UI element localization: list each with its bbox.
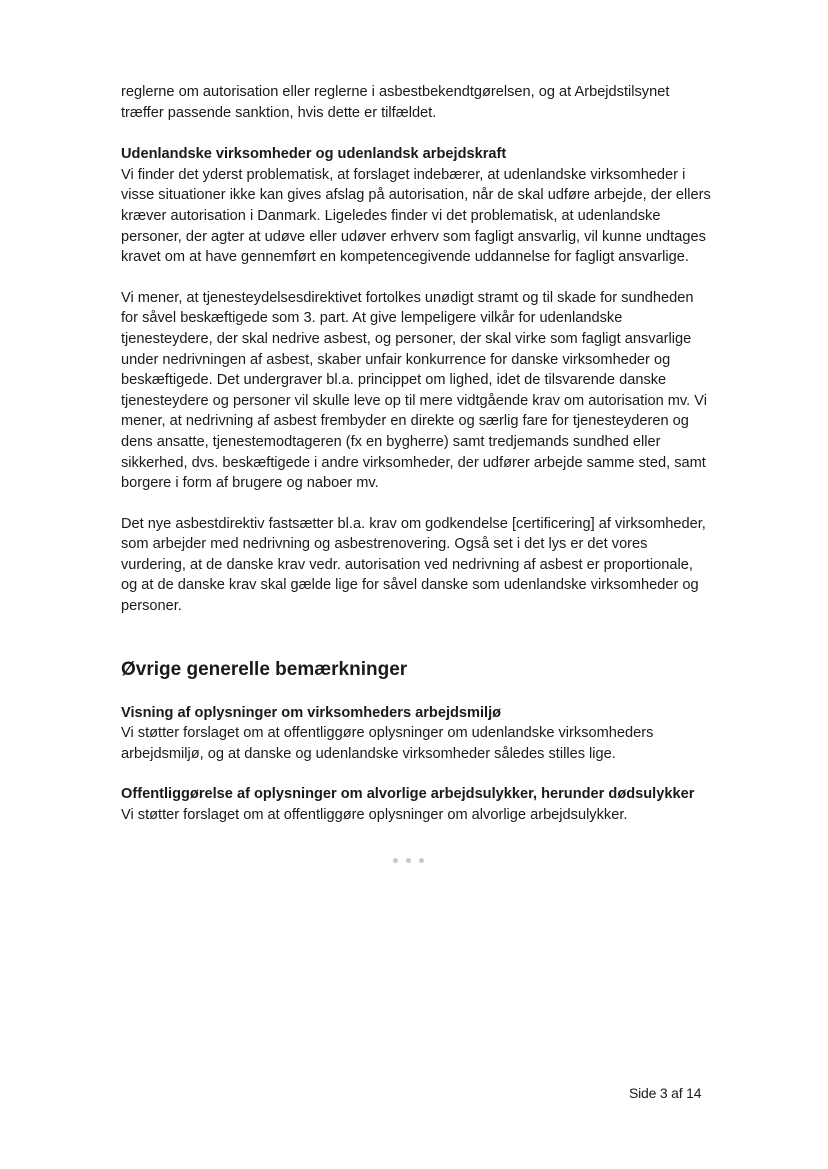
paragraph-work-environment: Vi støtter forslaget om at offentliggøre oplysninger om udenlandske virksomheders arbejdsmiljø, og at danske og udenlandske virksomheder således stilles lige. [121, 725, 654, 762]
document-body [121, 82, 711, 826]
paragraph-foreign-companies-1: Vi finder det yderst problematisk, at forslaget indebærer, at udenlandske virksomheder i visse situationer ikke kan gives afslag på autorisation, når de skal udføre arbejde, der ellers kræver autorisation i Danmark. Ligeledes finder vi det problematisk, at udenlandske personer, der agter at udøve eller udøver erhverv som fagligt ansvarlig, vil kunne undtages kravet om at have gennemført en kompetencegivende uddannelse for fagligt ansvarlige. [121, 166, 711, 266]
intro-paragraph: reglerne om autorisation eller reglerne i asbestbekendtgørelsen, og at Arbejdstilsynet træffer passende sanktion, hvis dette er tilfældet. [121, 84, 670, 121]
separator-dot [419, 858, 424, 863]
section-heading-foreign-companies: Udenlandske virksomheder og udenlandsk arbejdskraft [121, 146, 507, 163]
section-separator-dots [393, 858, 424, 863]
paragraph-accidents: Vi støtter forslaget om at offentliggøre oplysninger om alvorlige arbejdsulykker. [121, 807, 628, 824]
page-number: Side 3 af 14 [629, 1085, 702, 1101]
subsection-work-environment [121, 703, 711, 765]
subsection-heading-accidents: Offentliggørelse af oplysninger om alvorlige arbejdsulykker, herunder dødsulykker [121, 786, 695, 803]
section-foreign-companies [121, 144, 711, 616]
section-heading-general-remarks: Øvrige generelle bemærkninger [121, 658, 408, 680]
subsection-heading-work-environment: Visning af oplysninger om virksomheders arbejdsmiljø [121, 704, 502, 721]
section-general-remarks [121, 657, 711, 826]
paragraph-foreign-companies-3: Det nye asbestdirektiv fastsætter bl.a. krav om godkendelse [certificering] af virksomheder, som arbejder med nedrivning og asbestrenovering. Også set i det lys er det vores vurdering, at de danske krav vedr. autorisation ved nedrivning af asbest er proportionale, og at de danske krav skal gælde lige for såvel danske som udenlandske virksomheder og personer. [121, 515, 706, 615]
paragraph-foreign-companies-2: Vi mener, at tjenesteydelsesdirektivet fortolkes unødigt stramt og til skade for sundheden for såvel beskæftigede som 3. part. At give lempeligere vilkår for udenlandske tjenesteydere, der skal nedrive asbest, og personer, der skal virke som fagligt ansvarlige under nedrivningen af asbest, skaber unfair konkurrence for danske virksomheder og beskæftigede. Det undergraver bl.a. princippet om lighed, idet de tilsvarende danske tjenesteydere og personer vil skulle leve op til mere vidtgående krav om autorisation mv. Vi mener, at nedrivning af asbest frembyder en direkte og særlig fare for tjenesteyderen og dens ansatte, tjenestemodtageren (fx en bygherre) samt tredjemands sundhed eller sikkerhed, dvs. beskæftigede i andre virksomheder, der udfører arbejde samme sted, samt borgere i form af brugere og naboer mv. [121, 289, 707, 492]
subsection-accidents [121, 784, 711, 825]
separator-dot [393, 858, 398, 863]
separator-dot [406, 858, 411, 863]
